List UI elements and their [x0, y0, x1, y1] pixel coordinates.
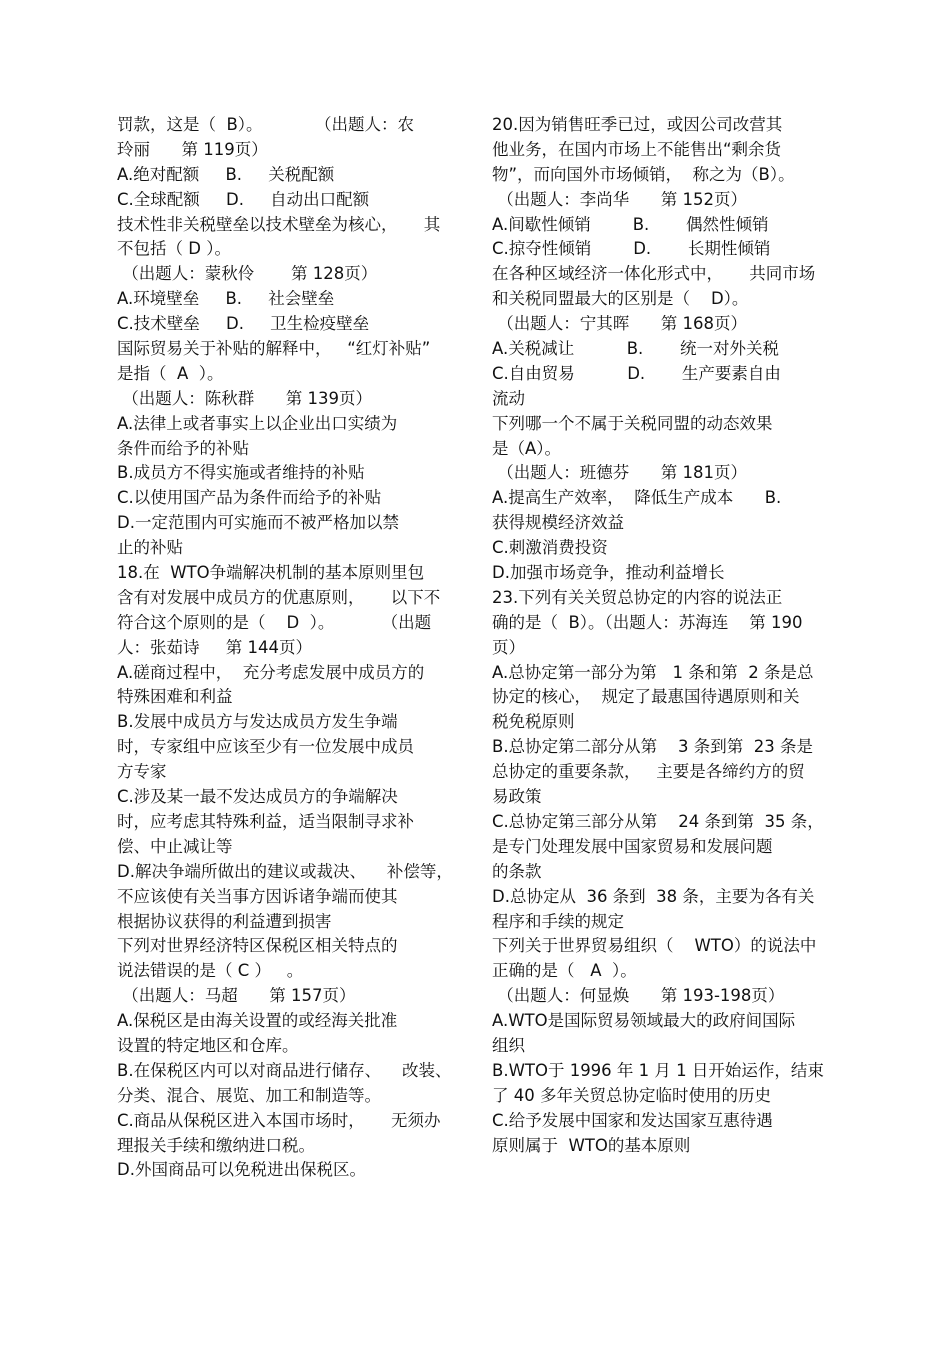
left-column-line: 说法错误的是（ C ） 。 — [117, 961, 304, 981]
left-column-line: （出题人：马超 第 157页） — [117, 986, 356, 1006]
left-column-line: 玲丽 第 119页） — [117, 139, 268, 159]
left-column-line: C.以使用国产品为条件而给予的补贴 — [117, 488, 382, 508]
left-column — [117, 113, 467, 1183]
left-column-line: 理报关手续和缴纳进口税。 — [117, 1135, 315, 1155]
right-column-line: 了 40 多年关贸总协定临时使用的历史 — [492, 1085, 771, 1105]
left-column-line: 时，专家组中应该至少有一位发展中成员 — [117, 737, 414, 757]
right-column-line: 23.下列有关关贸总协定的内容的说法正 — [492, 587, 783, 607]
left-column-line: 罚款，这是（ B）。 （出题人：农 — [117, 115, 415, 134]
right-column-line: 程序和手续的规定 — [492, 911, 624, 931]
right-column-line: 易政策 — [492, 787, 542, 807]
left-column-line: 方专家 — [117, 762, 167, 782]
right-column-line: 在各种区域经济一体化形式中， 共同市场 — [492, 264, 816, 284]
left-column-line: 符合这个原则的是（ D ）。 （出题 — [117, 612, 432, 632]
right-column-line: A.WTO是国际贸易领域最大的政府间国际 — [492, 1011, 796, 1031]
right-column-line: C.自由贸易 D. 生产要素自由 — [492, 363, 781, 383]
right-column-line: 组织 — [492, 1035, 525, 1055]
right-column-line: 和关税同盟最大的区别是（ D）。 — [492, 289, 749, 309]
left-column-line: （出题人：蒙秋伶 第 128页） — [117, 264, 378, 284]
right-column-line: 下列哪一个不属于关税同盟的动态效果 — [492, 413, 773, 433]
left-column-line: A.磋商过程中， 充分考虑发展中成员方的 — [117, 662, 425, 682]
right-column-line: 下列关于世界贸易组织（ WTO）的说法中 — [492, 936, 817, 956]
right-column-line: C.刺激消费投资 — [492, 538, 608, 558]
right-column-line: 总协定的重要条款， 主要是各缔约方的贸 — [492, 762, 805, 782]
right-column-line: 是（A）。 — [492, 438, 562, 458]
right-column-line: （出题人：何显焕 第 193-198页） — [492, 986, 785, 1006]
left-column-line: 时，应考虑其特殊利益，适当限制寻求补 — [117, 811, 414, 831]
left-column-line: 国际贸易关于补贴的解释中， “红灯补贴” — [117, 339, 431, 359]
left-column-line: 根据协议获得的利益遭到损害 — [117, 911, 332, 931]
right-column-line: B.WTO于 1996 年 1 月 1 日开始运作，结束 — [492, 1060, 824, 1080]
left-column-line: 18.在 WTO争端解决机制的基本原则里包 — [117, 563, 425, 583]
right-column — [492, 113, 837, 1158]
left-column-line: 技术性非关税壁垒以技术壁垒为核心， 其 — [117, 214, 441, 234]
right-column-line: 原则属于 WTO的基本原则 — [492, 1135, 691, 1155]
left-column-line: 不包括（ D ）。 — [117, 239, 231, 259]
left-column-line: B.发展中成员方与发达成员方发生争端 — [117, 712, 398, 732]
right-column-line: 确的是（ B）。（出题人：苏海连 第 190 — [492, 612, 803, 632]
left-column-line: 偿、中止减让等 — [117, 836, 233, 856]
left-column-line: A.绝对配额 B. 关税配额 — [117, 164, 335, 184]
right-column-line: A.总协定第一部分为第 1 条和第 2 条是总 — [492, 662, 814, 682]
right-column-line: 是专门处理发展中国家贸易和发展问题 — [492, 836, 773, 856]
right-column-line: 的条款 — [492, 861, 542, 881]
right-column-line: 他业务，在国内市场上不能售出“剩余货 — [492, 139, 782, 159]
left-column-line: 设置的特定地区和仓库。 — [117, 1035, 299, 1055]
left-column-line: D.外国商品可以免税进出保税区。 — [117, 1160, 366, 1180]
right-column-line: 20.因为销售旺季已过，或因公司改营其 — [492, 115, 783, 134]
left-column-line: 含有对发展中成员方的优惠原则， 以下不 — [117, 587, 441, 607]
left-column-line: C.技术壁垒 D. 卫生检疫壁垒 — [117, 314, 370, 334]
right-column-line: A.关税减让 B. 统一对外关税 — [492, 339, 779, 359]
right-column-line: C.掠夺性倾销 D. 长期性倾销 — [492, 239, 771, 259]
right-column-line: （出题人：李尚华 第 152页） — [492, 189, 747, 209]
right-column-line: 流动 — [492, 388, 525, 408]
right-column-line: C.给予发展中国家和发达国家互惠待遇 — [492, 1110, 773, 1130]
right-column-line: （出题人：宁其晖 第 168页） — [492, 314, 747, 334]
right-column-line: D.加强市场竞争，推动利益增长 — [492, 563, 725, 583]
right-column-line: A.提高生产效率， 降低生产成本 B. — [492, 488, 782, 508]
right-column-line: C.总协定第三部分从第 24 条到第 35 条， — [492, 811, 824, 831]
right-column-line: （出题人：班德芬 第 181页） — [492, 463, 747, 483]
left-column-line: 不应该使有关当事方因诉诸争端而使其 — [117, 886, 398, 906]
right-column-line: 页） — [492, 637, 525, 657]
left-column-line: C.全球配额 D. 自动出口配额 — [117, 189, 370, 209]
left-column-line: 下列对世界经济特区保税区相关特点的 — [117, 936, 398, 956]
left-column-line: 是指（ A ）。 — [117, 363, 224, 383]
right-column-line: B.总协定第二部分从第 3 条到第 23 条是 — [492, 737, 814, 757]
left-column-line: B.成员方不得实施或者维持的补贴 — [117, 463, 365, 483]
right-column-line: 税免税原则 — [492, 712, 575, 732]
left-column-line: （出题人：陈秋群 第 139页） — [117, 388, 372, 408]
left-column-line: A.环境壁垒 B. 社会壁垒 — [117, 289, 335, 309]
left-column-line: 人：张茹诗 第 144页） — [117, 637, 312, 657]
left-column-line: A.法律上或者事实上以企业出口实绩为 — [117, 413, 398, 433]
left-column-line: A.保税区是由海关设置的或经海关批准 — [117, 1011, 398, 1031]
left-column-line: D.解决争端所做出的建议或裁决、 补偿等， — [117, 861, 453, 881]
left-column-line: 止的补贴 — [117, 538, 183, 558]
right-column-line: 协定的核心， 规定了最惠国待遇原则和关 — [492, 687, 800, 707]
right-column-line: A.间歇性倾销 B. 偶然性倾销 — [492, 214, 769, 234]
left-column-line: 特殊困难和利益 — [117, 687, 233, 707]
left-column-line: 分类、混合、展览、加工和制造等。 — [117, 1085, 381, 1105]
left-column-line: C.涉及某一最不发达成员方的争端解决 — [117, 787, 398, 807]
right-column-line: 正确的是（ A ）。 — [492, 961, 637, 981]
left-column-line: B.在保税区内可以对商品进行储存、 改装、 — [117, 1060, 452, 1080]
right-column-line: D.总协定从 36 条到 38 条，主要为各有关 — [492, 886, 815, 906]
left-column-line: D.一定范围内可实施而不被严格加以禁 — [117, 513, 399, 533]
right-column-line: 物”，而向国外市场倾销， 称之为（B）。 — [492, 164, 795, 184]
left-column-line: 条件而给予的补贴 — [117, 438, 249, 458]
right-column-line: 获得规模经济效益 — [492, 513, 624, 533]
left-column-line: C.商品从保税区进入本国市场时， 无须办 — [117, 1110, 441, 1130]
